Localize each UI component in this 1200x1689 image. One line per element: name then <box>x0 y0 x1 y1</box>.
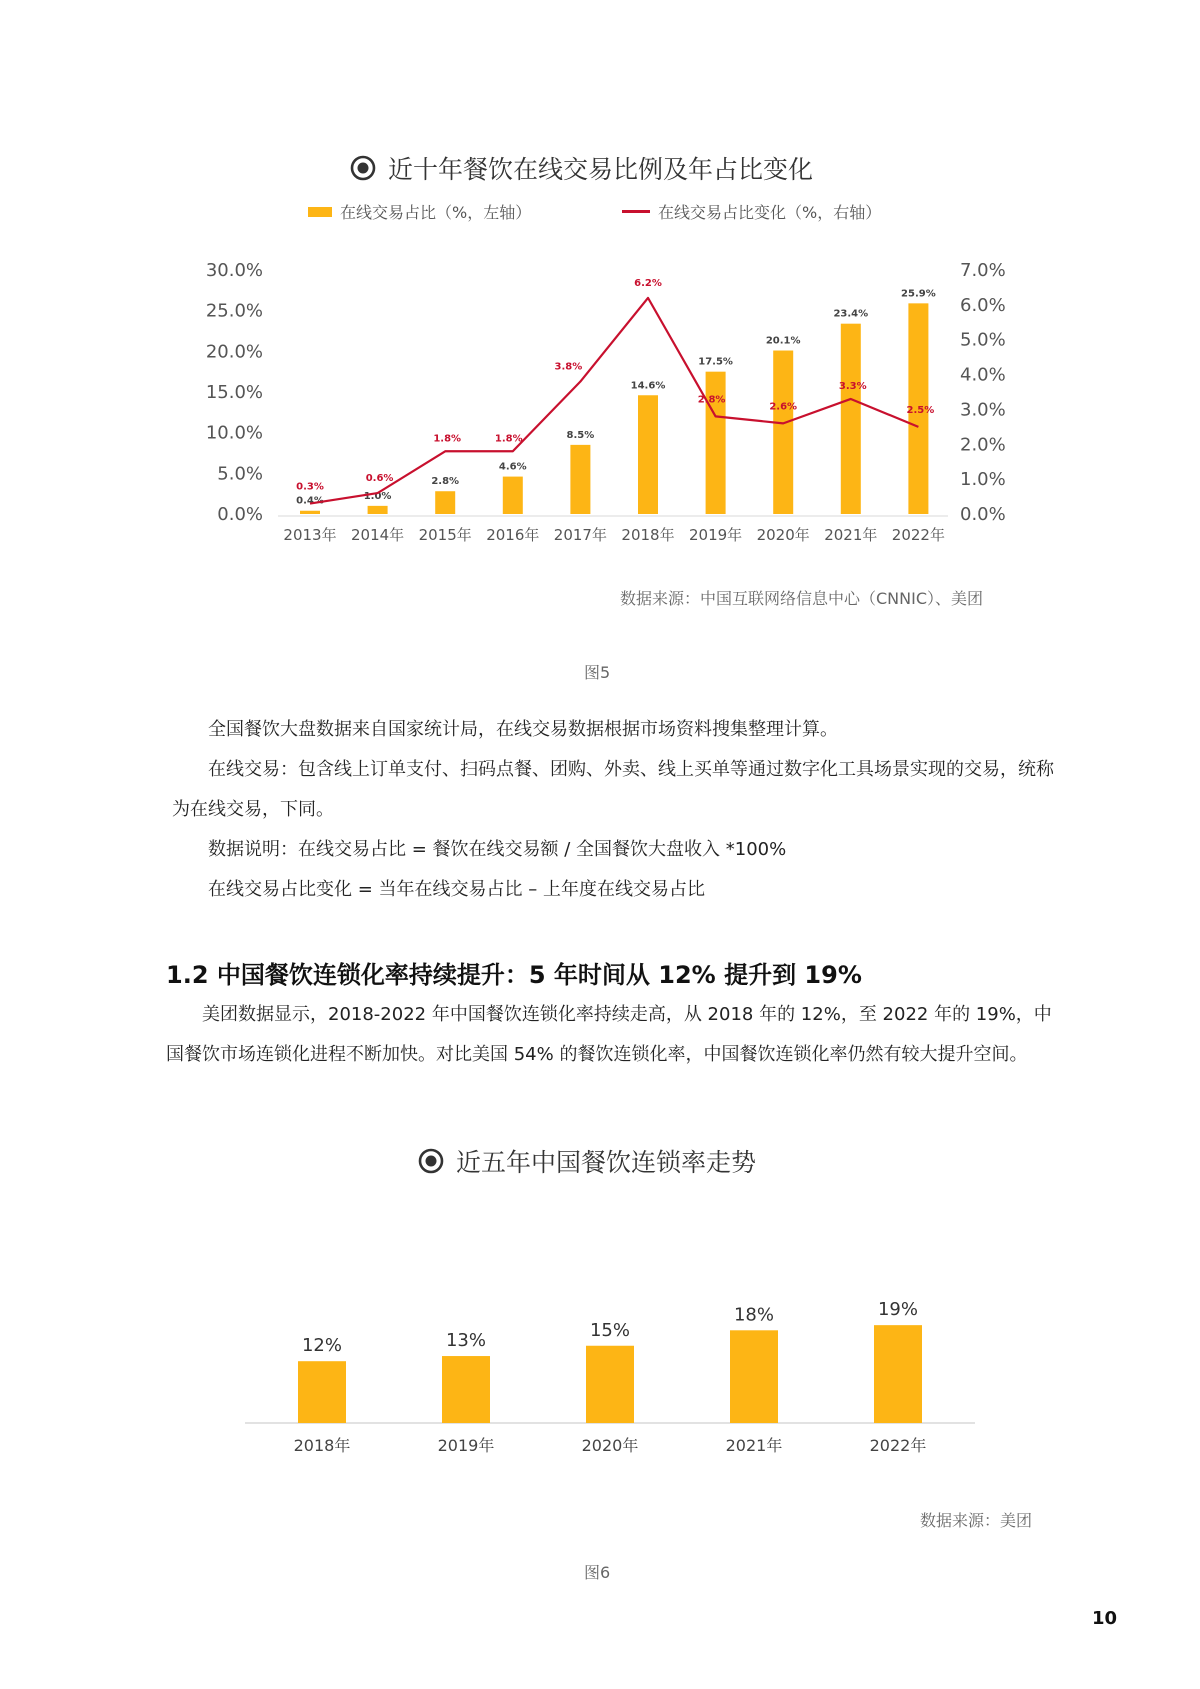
section-heading: 1.2 中国餐饮连锁化率持续提升：5 年时间从 12% 提升到 19% <box>166 961 862 989</box>
bar-value-label: 2.8% <box>431 476 460 488</box>
y-left-tick-label: 5.0% <box>217 463 263 485</box>
x-tick-label: 2016年 <box>486 526 540 544</box>
bar-value-label: 13% <box>445 1330 487 1352</box>
figure5-caption: 图5 <box>584 663 611 682</box>
bar-value-label: 25.9% <box>901 288 936 300</box>
bar-value-label: 1.0% <box>363 490 392 502</box>
x-tick-label: 2018年 <box>621 526 675 544</box>
page-number: 10 <box>1092 1608 1118 1629</box>
bar <box>570 445 590 514</box>
legend-bar-label: 在线交易占比（%，左轴） <box>340 203 532 222</box>
paragraph-4: 在线交易占比变化 = 当年在线交易占比 – 上年度在线交易占比 <box>208 879 705 900</box>
x-tick-label: 2021年 <box>725 1436 783 1455</box>
y-left-tick-label: 25.0% <box>205 300 263 322</box>
figure5-source: 数据来源：中国互联网络信息中心（CNNIC）、美团 <box>620 589 984 608</box>
figure6-source: 数据来源：美团 <box>920 1511 1033 1530</box>
bar-value-label: 0.4% <box>296 495 324 507</box>
x-tick-label: 2022年 <box>869 1436 927 1455</box>
target-icon <box>418 1148 444 1174</box>
x-tick-label: 2020年 <box>581 1436 639 1455</box>
bar <box>368 506 388 514</box>
legend-line-label: 在线交易占比变化（%，右轴） <box>658 203 882 222</box>
y-right-tick-label: 3.0% <box>960 399 1006 421</box>
line-value-label: 3.3% <box>838 380 867 392</box>
bar <box>773 351 793 514</box>
paragraph-1: 全国餐饮大盘数据来自国家统计局，在线交易数据根据市场资料搜集整理计算。 <box>208 719 838 740</box>
x-tick-label: 2015年 <box>418 526 472 544</box>
y-right-tick-label: 4.0% <box>960 364 1006 386</box>
bar-value-label: 20.1% <box>765 335 801 347</box>
line-value-label: 0.3% <box>296 481 324 493</box>
y-left-tick-label: 10.0% <box>205 422 263 444</box>
x-tick-label: 2017年 <box>553 526 607 544</box>
figure6-title-text: 近五年中国餐饮连锁率走势 <box>456 1148 757 1177</box>
x-tick-label: 2018年 <box>293 1436 351 1455</box>
y-right-tick-label: 1.0% <box>960 469 1006 491</box>
bar <box>841 324 861 514</box>
line-value-label: 1.8% <box>494 433 523 445</box>
figure6-chart <box>0 1180 1200 1470</box>
y-right-tick-label: 2.0% <box>960 434 1006 456</box>
bar-value-label: 12% <box>301 1335 343 1357</box>
figure6-caption: 图6 <box>584 1563 611 1582</box>
paragraph-2: 在线交易：包含线上订单支付、扫码点餐、团购、外卖、线上买单等通过数字化工具场景实现的交易，统称为在线交易，下同。 <box>172 759 1054 820</box>
bar <box>874 1325 922 1423</box>
x-tick-label: 2013年 <box>283 526 337 544</box>
y-left-tick-label: 30.0% <box>205 260 263 281</box>
figure6-title <box>418 1143 756 1179</box>
bar <box>638 395 658 514</box>
notes-block <box>172 710 1054 910</box>
x-tick-label: 2020年 <box>756 526 810 544</box>
bar <box>298 1361 346 1423</box>
bar-value-label: 15% <box>589 1319 631 1341</box>
bar <box>503 477 523 514</box>
bar <box>442 1356 490 1423</box>
line-value-label: 0.6% <box>365 473 394 485</box>
bar <box>706 372 726 514</box>
bar-value-label: 8.5% <box>566 429 595 441</box>
x-tick-label: 2014年 <box>351 526 405 544</box>
bar-value-label: 19% <box>877 1299 919 1321</box>
section-body-block <box>166 995 1056 1075</box>
bar <box>730 1330 778 1423</box>
y-right-tick-label: 0.0% <box>960 504 1006 525</box>
x-tick-label: 2021年 <box>824 526 878 544</box>
y-right-tick-label: 7.0% <box>960 260 1006 281</box>
figure5-title-text: 近十年餐饮在线交易比例及年占比变化 <box>388 155 814 184</box>
bar-value-label: 23.4% <box>833 308 869 320</box>
line-value-label: 2.6% <box>769 401 798 413</box>
bar-value-label: 17.5% <box>698 356 733 368</box>
bar-value-label: 4.6% <box>498 461 527 473</box>
bar-value-label: 18% <box>733 1304 775 1326</box>
y-right-tick-label: 6.0% <box>960 294 1006 316</box>
y-left-tick-label: 0.0% <box>217 504 263 525</box>
y-left-tick-label: 20.0% <box>205 341 263 363</box>
bar <box>586 1346 634 1423</box>
line-series <box>310 298 918 504</box>
x-tick-label: 2019年 <box>437 1436 495 1455</box>
line-value-label: 6.2% <box>634 277 662 289</box>
section-body: 美团数据显示，2018-2022 年中国餐饮连锁化率持续走高，从 2018 年的 12%，至 2022 年的 19%，中国餐饮市场连锁化进程不断加快。对比美国 54% 的餐饮连锁化率，中国餐饮连锁化率仍然有较大提升空间。 <box>166 1004 1052 1065</box>
line-value-label: 1.8% <box>433 433 462 445</box>
bar-value-label: 14.6% <box>630 380 666 392</box>
x-tick-label: 2022年 <box>891 526 945 544</box>
x-tick-label: 2019年 <box>689 526 743 544</box>
y-left-tick-label: 15.0% <box>205 382 263 403</box>
paragraph-3: 数据说明：在线交易占比 = 餐饮在线交易额 / 全国餐饮大盘收入 *100% <box>208 839 787 860</box>
line-value-label: 2.8% <box>697 394 726 406</box>
figure5-chart <box>0 0 1200 560</box>
bar <box>300 511 320 514</box>
line-value-label: 3.8% <box>554 361 583 373</box>
bar <box>435 491 455 514</box>
y-right-tick-label: 5.0% <box>960 329 1006 351</box>
line-value-label: 2.5% <box>906 404 935 416</box>
